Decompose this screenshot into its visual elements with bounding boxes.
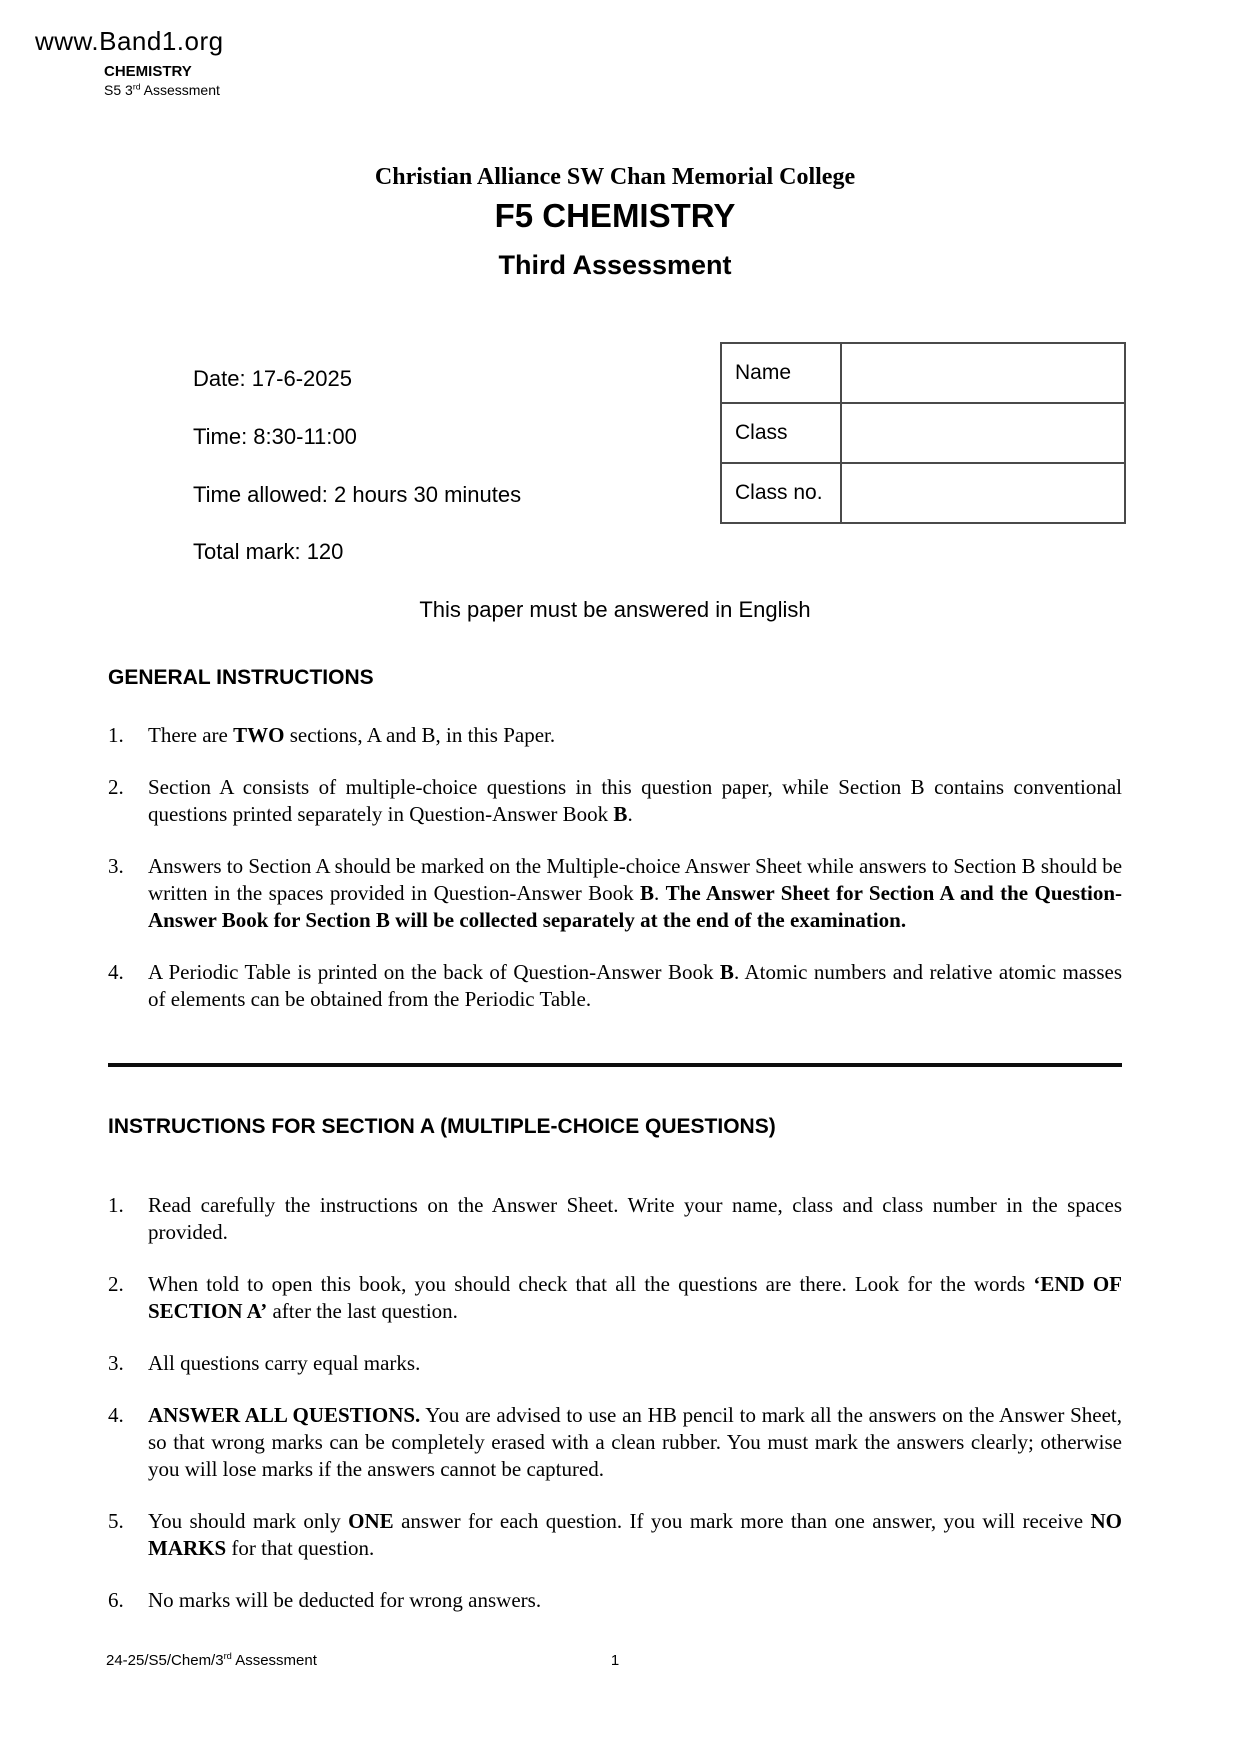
student-table-value <box>841 343 1125 403</box>
paper-corner-label <box>104 63 220 98</box>
total-mark-line: Total mark: 120 <box>193 539 344 564</box>
paper-code-pre: 24-25/S5/Chem/3 <box>106 1652 224 1669</box>
paper-title: F5 CHEMISTRY <box>494 197 736 234</box>
paper-code-ordinal: rd <box>223 1651 232 1661</box>
item-text-run: There are <box>148 723 234 747</box>
instruction-item <box>108 1402 1122 1483</box>
instruction-item <box>108 853 1122 934</box>
item-number: 4. <box>108 960 124 984</box>
item-text-run: for that question. <box>226 1536 375 1560</box>
corner-assessment-line <box>104 82 220 98</box>
item-text-bold: The Answer Sheet for Section A and the Question-Answer Book for Section B will be collected separately at the end of the examination. <box>148 881 1122 932</box>
item-text-run: . <box>627 802 633 826</box>
instruction-item <box>108 774 1122 828</box>
student-table-row <box>721 463 1125 523</box>
corner-assessment-pre: S5 3 <box>104 82 133 98</box>
date-line: Date: 17-6-2025 <box>193 366 352 391</box>
item-number: 2. <box>108 1272 124 1296</box>
item-text-run: . <box>654 881 666 905</box>
item-text-run: after the last question. <box>267 1299 458 1323</box>
paper-code-post: Assessment <box>231 1652 317 1669</box>
item-text-run: All questions carry equal marks. <box>148 1351 421 1375</box>
item-text-run: answer for each question. If you mark more than one answer, you will receive <box>393 1509 1091 1533</box>
item-number: 6. <box>108 1588 124 1612</box>
time-allowed-line: Time allowed: 2 hours 30 minutes <box>193 482 522 507</box>
instruction-item <box>108 1587 1122 1614</box>
page-number: 1 <box>610 1652 620 1669</box>
student-table-label: Name <box>721 343 841 403</box>
item-text-bold: ‘END OF SECTION A’ <box>148 1272 1122 1323</box>
item-text <box>148 774 1122 828</box>
item-text-run: A Periodic Table is printed on the back of Question-Answer Book <box>148 960 720 984</box>
item-text <box>148 1402 1122 1483</box>
item-text-run: Section A consists of multiple-choice questions in this question paper, while Section B contains conventional questions printed separately in Question-Answer Book <box>148 775 1122 826</box>
item-text-run: When told to open this book, you should check that all the questions are there. Look for the words <box>148 1272 1034 1296</box>
instruction-item <box>108 959 1122 1013</box>
student-table-value <box>841 463 1125 523</box>
item-text <box>148 722 1122 749</box>
site-watermark: www.Band1.org <box>35 26 224 56</box>
item-number: 3. <box>108 1351 124 1375</box>
instruction-item <box>108 1192 1122 1246</box>
item-text-run: Answers to Section A should be marked on the Multiple-choice Answer Sheet while answers to Section B should be written in the spaces provided in Question-Answer Book <box>148 854 1123 905</box>
item-number: 2. <box>108 775 124 799</box>
time-line: Time: 8:30-11:00 <box>193 424 357 449</box>
item-text-run: You are advised to use an HB pencil to mark all the answers on the Answer Sheet, so that wrong marks can be completely erased with a clean rubber. You must mark the answers clearly; otherwise you will lose marks if the answers cannot be captured. <box>148 1403 1122 1481</box>
student-table-row <box>721 403 1125 463</box>
language-notice: This paper must be answered in English <box>419 597 811 622</box>
corner-assessment-ordinal: rd <box>132 81 141 92</box>
item-text-run: Read carefully the instructions on the Answer Sheet. Write your name, class and class number in the spaces provided. <box>148 1193 1122 1244</box>
item-text <box>148 853 1122 934</box>
instruction-item <box>108 1508 1122 1562</box>
item-number: 5. <box>108 1509 124 1533</box>
student-table-value <box>841 403 1125 463</box>
corner-assessment-post: Assessment <box>140 82 220 98</box>
paper-subtitle: Third Assessment <box>498 250 732 280</box>
item-text-bold: B <box>613 802 628 826</box>
item-text <box>148 1192 1122 1246</box>
item-text-bold: ANSWER ALL QUESTIONS. <box>148 1403 421 1427</box>
item-text <box>148 1271 1122 1325</box>
college-name: Christian Alliance SW Chan Memorial College <box>374 164 856 190</box>
item-text-bold: TWO <box>233 723 285 747</box>
section-a-heading: INSTRUCTIONS FOR SECTION A (MULTIPLE-CHOICE QUESTIONS) <box>108 1115 776 1138</box>
general-instructions-list <box>108 722 1122 1038</box>
corner-subject: CHEMISTRY <box>104 63 192 80</box>
item-text-run: You should mark only <box>148 1509 349 1533</box>
item-number: 3. <box>108 854 124 878</box>
item-text-bold: NO MARKS <box>148 1509 1122 1560</box>
item-text-bold: ONE <box>348 1509 394 1533</box>
item-text-bold: B <box>719 960 734 984</box>
instruction-item <box>108 722 1122 749</box>
item-text <box>148 1508 1122 1562</box>
student-table-row <box>721 343 1125 403</box>
item-text <box>148 959 1122 1013</box>
item-text <box>148 1350 1122 1377</box>
divider-rule <box>108 1063 1122 1067</box>
item-number: 1. <box>108 1193 124 1217</box>
item-text-run: sections, A and B, in this Paper. <box>284 723 556 747</box>
general-instructions-heading: GENERAL INSTRUCTIONS <box>108 666 374 689</box>
item-text-run: No marks will be deducted for wrong answers. <box>148 1588 542 1612</box>
section-a-instructions-list <box>108 1192 1122 1639</box>
student-table-label: Class <box>721 403 841 463</box>
student-info-table <box>720 342 1126 524</box>
student-table-label: Class no. <box>721 463 841 523</box>
item-number: 1. <box>108 723 124 747</box>
item-text-run: . Atomic numbers and relative atomic masses of elements can be obtained from the Periodic Table. <box>148 960 1123 1011</box>
item-text <box>148 1587 1122 1614</box>
item-number: 4. <box>108 1403 124 1427</box>
instruction-item <box>108 1271 1122 1325</box>
instruction-item <box>108 1350 1122 1377</box>
item-text-bold: B <box>640 881 655 905</box>
